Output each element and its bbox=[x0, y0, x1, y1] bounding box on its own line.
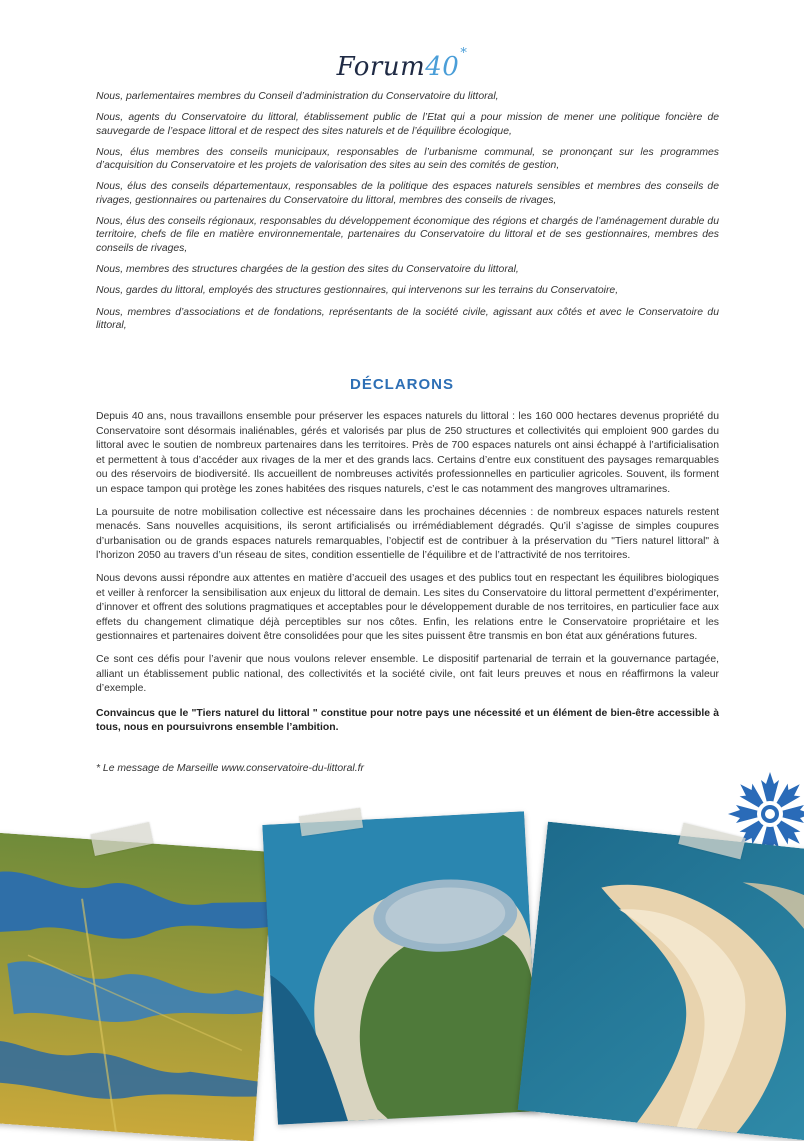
intro-paragraph: Nous, élus des conseils régionaux, responsables du développement économique des régions et chargés de l’aménagement durable du territoire, chefs de file en matière environnementale, partenaires du Conservatoire du littoral et de ses gestionnaires, membres des conseils de rivages, bbox=[96, 216, 719, 254]
logo-star: * bbox=[460, 46, 468, 61]
footnote: * Le message de Marseille www.conservatoire-du-littoral.fr bbox=[96, 762, 364, 774]
marsh-photo bbox=[0, 833, 274, 1141]
body-paragraph: Depuis 40 ans, nous travaillons ensemble pour préserver les espaces naturels du littoral : les 160 000 hectares devenus propriété du Conservatoire sont désormais inaliénables, gérés et valorisés par plus de 250 structures et collectivités qui emploient 900 gardes du littoral avec le soutien de nombreux partenaires dans les territoires. Près de 700 espaces naturels ont ainsi échappé à l’artificialisation et permettent à tous d’accéder aux rivages de la mer et des grands lacs. Certains d’entre eux constituent des paysages remarquables ou des réservoirs de biodiversité. Ils accueillent de nombreuses activités professionnelles en particulier agricoles. Souvent, ils forment un espace tampon qui protège les zones habitées des risques naturels, c’est le cas notamment des mangroves ultramarines. bbox=[96, 411, 719, 495]
intro-paragraph: Nous, parlementaires membres du Conseil d’administration du Conservatoire du littoral, bbox=[96, 91, 499, 102]
logo-number: 40 bbox=[425, 52, 460, 82]
intro-paragraph: Nous, élus des conseils départementaux, responsables de la politique des espaces naturels sensibles et membres des conseils de rivages, gestionnaires ou partenaires du Conservatoire du littoral, membres des conseils de rivages, bbox=[96, 181, 719, 206]
intro-paragraph: Nous, élus membres des conseils municipaux, responsables de l’urbanisme communal, se prononçant sur les programmes d’acquisition du Conservatoire et les projets de valorisation des sites au sein des comités de gestion, bbox=[96, 146, 719, 172]
intro-paragraph: Nous, gardes du littoral, employés des structures gestionnaires, qui intervenons sur les terrains du Conservatoire, bbox=[96, 285, 619, 297]
logo-word: Forum bbox=[336, 52, 426, 82]
body-paragraph: Nous devons aussi répondre aux attentes en matière d’accueil des usages et des publics tout en respectant les équilibres biologiques et veiller à renforcer la sensibilisation aux enjeux du littoral de demain. Les sites du Conservatoire du littoral permettent d’expérimenter, d’innover et offrent des solutions pragmatiques et acceptables pour le développement durable de nos territoires, en particulier face aux effets du changement climatique déjà perceptibles sur nos côtes. Enfin, les relations entre le Conservatoire propriétaire et les gestionnaires et partenaires doivent être consolidées pour que les sites puissent être transmis en bon état aux générations futures. bbox=[96, 572, 719, 643]
coastline-photo bbox=[262, 811, 539, 1124]
forum40-logo bbox=[0, 46, 804, 82]
body-paragraph: Ce sont ces défis pour l’avenir que nous voulons relever ensemble. Le dispositif partenarial de terrain et la gouvernance partagée, alliant un établissement public national, des collectivités et la société civile, ont fait leurs preuves et nous en réaffirmons la valeur d’exemple. bbox=[96, 653, 719, 695]
intro-paragraph: Nous, membres d’associations et de fondations, représentants de la société civile, agissant aux côtés et avec le Conservatoire du littoral, bbox=[96, 306, 719, 331]
intro-paragraph: Nous, agents du Conservatoire du littoral, établissement public de l’Etat qui a pour mission de mener une politique foncière de sauvegarde de l’espace littoral et de respect des sites naturels et de l’équilibre écologique, bbox=[96, 112, 719, 137]
section-heading: DÉCLARONS bbox=[349, 376, 454, 393]
sandbank-photo bbox=[518, 822, 804, 1141]
intro-paragraph: Nous, membres des structures chargées de la gestion des sites du Conservatoire du littoral, bbox=[96, 263, 519, 275]
declaration-body bbox=[96, 410, 719, 784]
intro-section bbox=[96, 90, 719, 340]
body-paragraph: La poursuite de notre mobilisation collective est nécessaire dans les prochaines décennies : de nombreux espaces naturels restent menacés. Sans nouvelles acquisitions, ils seront artificialisés ou irrémédiablement dégradés. Qu’il s’agisse de simples coupures d’urbanisation ou de grands espaces naturels remarquables, l’objectif est de contribuer à la préservation du "Tiers naturel littoral" à l’horizon 2050 au travers d’un réseau de sites, condition essentielle de l’équilibre et de l’attractivité de nos territoires. bbox=[96, 506, 719, 562]
closing-statement: Convaincus que le "Tiers naturel du littoral " constitue pour notre pays une nécessité et un élément de bien-être accessible à tous, nous en poursuivrons ensemble l’ambition. bbox=[96, 707, 719, 734]
